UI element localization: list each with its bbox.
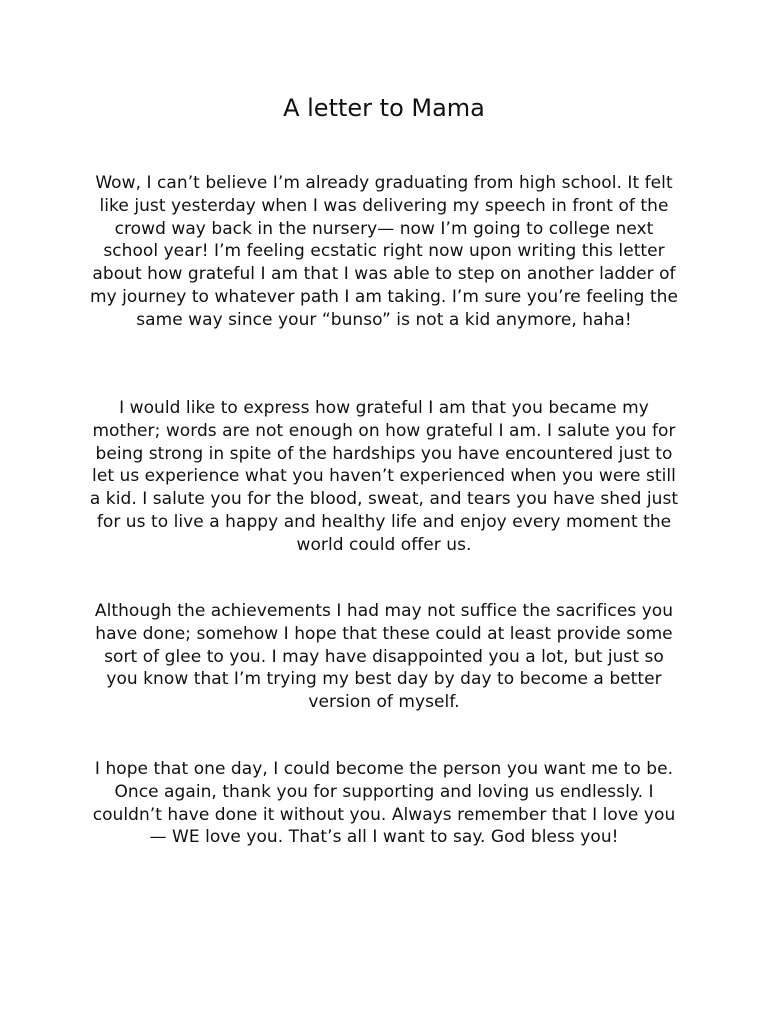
letter-paragraph-3: Although the achievements I had may not suffice the sacrifices you have done; somehow I hope that these could at least provide some sort of glee to you. I may have disappointed you a lot, but just so you know that I’m trying my best day by day to become a better version of myself.	[94, 601, 674, 713]
letter-title: A letter to Mama	[283, 94, 485, 122]
letter-paragraph-2: I would like to express how grateful I am that you became my mother; words are not enough on how grateful I am. I salute you for being strong in spite of the hardships you have encountered just to let us experience what you haven’t experienced when you were still a kid. I salute you for the blood, sweat, and tears you have shed just for us to live a happy and healthy life and enjoy every moment the world could offer us.	[89, 398, 679, 555]
letter-paragraph-4: I hope that one day, I could become the person you want me to be. Once again, thank you for supporting and loving us endlessly. I couldn’t have done it without you. Always remember that I love you— WE love you. That’s all I want to say. God bless you!	[92, 759, 676, 848]
letter-paragraph-1: Wow, I can’t believe I’m already graduating from high school. It felt like just yesterday when I was delivering my speech in front of the crowd way back in the nursery— now I’m going to college next school year! I’m feeling ecstatic right now upon writing this letter about how grateful I am that I was able to step on another ladder of my journey to whatever path I am taking. I’m sure you’re feeling the same way since your “bunso” is not a kid anymore, haha!	[89, 173, 678, 330]
